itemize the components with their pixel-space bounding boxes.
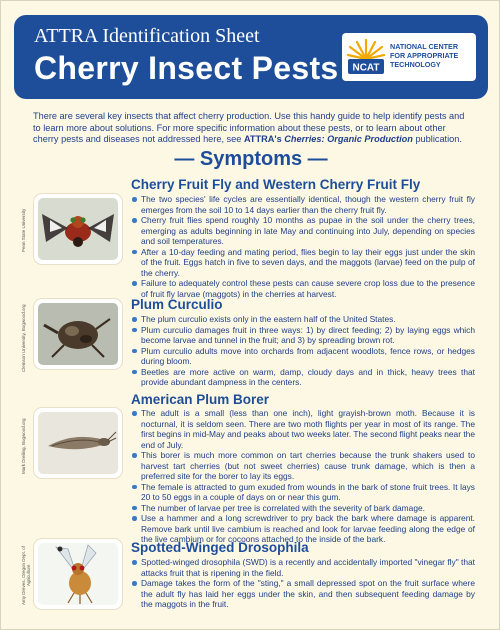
pest-title: Plum Curculio xyxy=(131,297,223,312)
bullet-dot-icon xyxy=(132,411,137,416)
bullet-dot-icon xyxy=(132,370,137,375)
fruit-fly-photo-icon xyxy=(38,198,118,260)
bullet-item: The number of larvae per tree is correlated with the severity of bark damage. xyxy=(131,503,475,514)
photo-frame xyxy=(34,299,122,369)
pest-bullet-list xyxy=(131,557,475,610)
logo-acronym: NCAT xyxy=(352,62,380,74)
bullet-item: After a 10-day feeding and mating period, flies begin to lay their eggs just under the skin of the fruit. Eggs hatch in five to seven days, and the maggots (larvae) feed on the pulp of the cherry. xyxy=(131,247,475,279)
ncat-sunburst-icon xyxy=(346,35,386,79)
bullet-dot-icon xyxy=(132,250,137,255)
bullet-item: Use a hammer and a long screwdriver to pry back the bark where damage is apparent. Remove bark until live cambium is reached and look for larvae feeding along the edge of the live cambium or for cocoons attached to the inside of the bark. xyxy=(131,513,475,545)
header-subtitle: ATTRA Identification Sheet xyxy=(34,25,260,47)
photo-frame xyxy=(34,194,122,264)
bullet-item: Spotted-winged drosophila (SWD) is a recently and accidentally imported "vinegar fly" that attacks fruit that is ripening in the field. xyxy=(131,557,475,578)
pest-bullet-list xyxy=(131,194,475,299)
photo-credit: Amy Dreves, Oregon Dept. of Agriculture xyxy=(21,545,31,605)
pest-title: Spotted-Winged Drosophila xyxy=(131,540,309,555)
intro-text: There are several key insects that affect cherry production. Use this handy guide to help identify pests and to learn more about solutions. For more specific information about these pests, or to learn about other cherry pests and diseases not addressed here, see xyxy=(33,111,465,145)
photo-credit: Mark Dreiling, Bugwood.org xyxy=(21,418,26,474)
intro-link-org[interactable]: ATTRA's xyxy=(243,134,285,145)
drosophila-photo-icon xyxy=(38,543,118,605)
pest-title: American Plum Borer xyxy=(131,392,270,407)
bullet-item: Plum curculio damages fruit in three ways: 1) by direct feeding; 2) by laying eggs which become larvae and tunnel in the fruit; and 3) by spreading brown rot. xyxy=(131,325,475,346)
intro-text-end: publication. xyxy=(412,134,462,145)
intro-link-title[interactable]: Cherries: Organic Production xyxy=(284,134,413,145)
bullet-item: The female is attracted to gum exuded from wounds in the bark of stone fruit trees. It lays 20 to 50 eggs in a couple of days on or near this gum. xyxy=(131,482,475,503)
symptoms-heading: — Symptoms — xyxy=(174,148,328,170)
bullet-dot-icon xyxy=(132,560,137,565)
photo-credit: Clemson University, Bugwood.org xyxy=(21,304,26,372)
weevil-photo-icon xyxy=(38,303,118,365)
bullet-item: The two species' life cycles are essentially identical, though the western cherry fruit fly emerges from the soil 10 to 14 days earlier than the cherry fruit fly. xyxy=(131,194,475,215)
pest-bullet-list xyxy=(131,408,475,545)
bullet-dot-icon xyxy=(132,581,137,586)
moth-photo-icon xyxy=(38,412,118,474)
bullet-item: Beetles are more active on warm, damp, cloudy days and in thick, heavy trees that provide abundant dampness in the centers. xyxy=(131,367,475,388)
bullet-dot-icon xyxy=(132,197,137,202)
bullet-dot-icon xyxy=(132,506,137,511)
bullet-item: The plum curculio exists only in the eastern half of the United States. xyxy=(131,314,475,325)
logo-organization-name: NATIONAL CENTER FOR APPROPRIATE TECHNOLOGY xyxy=(390,42,459,69)
bullet-dot-icon xyxy=(132,281,137,286)
bullet-dot-icon xyxy=(132,317,137,322)
bullet-dot-icon xyxy=(132,453,137,458)
pest-title: Cherry Fruit Fly and Western Cherry Fruit Fly xyxy=(131,177,421,192)
bullet-item: This borer is much more common on tart cherries because the trunk shakers used to harvest tart cherries (but not sweet cherries) cause trunk damage, which is then a preferred site for the borer to lay its eggs. xyxy=(131,450,475,482)
bullet-dot-icon xyxy=(132,218,137,223)
intro-paragraph xyxy=(33,111,473,146)
bullet-dot-icon xyxy=(132,349,137,354)
bullet-item: Damage takes the form of the "sting," a small depressed spot on the fruit surface where the adult fly has laid her eggs under the skin, and then subsequent feeding damage by the maggots in the fruit. xyxy=(131,578,475,610)
bullet-item: The adult is a small (less than one inch), light grayish-brown moth. Because it is nocturnal, it is seldom seen. There are two moth flights per year in most of its range. The first begins in mid-May and peaks about two weeks later. The second flight peaks near the end of July. xyxy=(131,408,475,450)
photo-credit: Penn State University xyxy=(21,208,26,252)
pest-bullet-list xyxy=(131,314,475,388)
ncat-logo xyxy=(342,33,476,81)
photo-frame xyxy=(34,408,122,478)
bullet-item: Plum curculio adults move into orchards from adjacent woodlots, fence rows, or hedges during bloom. xyxy=(131,346,475,367)
bullet-item: Failure to adequately control these pests can cause severe crop loss due to the presence of fruit fly larvae (maggots) in the cherries at harvest. xyxy=(131,278,475,299)
bullet-item: Cherry fruit flies spend roughly 10 months as pupae in the soil under the cherry trees, emerging as adults beginning in late May and continuing into July, depending on species and soil temperatures. xyxy=(131,215,475,247)
bullet-dot-icon xyxy=(132,516,137,521)
bullet-dot-icon xyxy=(132,328,137,333)
bullet-dot-icon xyxy=(132,485,137,490)
page-title: Cherry Insect Pests xyxy=(34,50,339,86)
header-banner xyxy=(14,15,488,99)
photo-frame xyxy=(34,539,122,609)
